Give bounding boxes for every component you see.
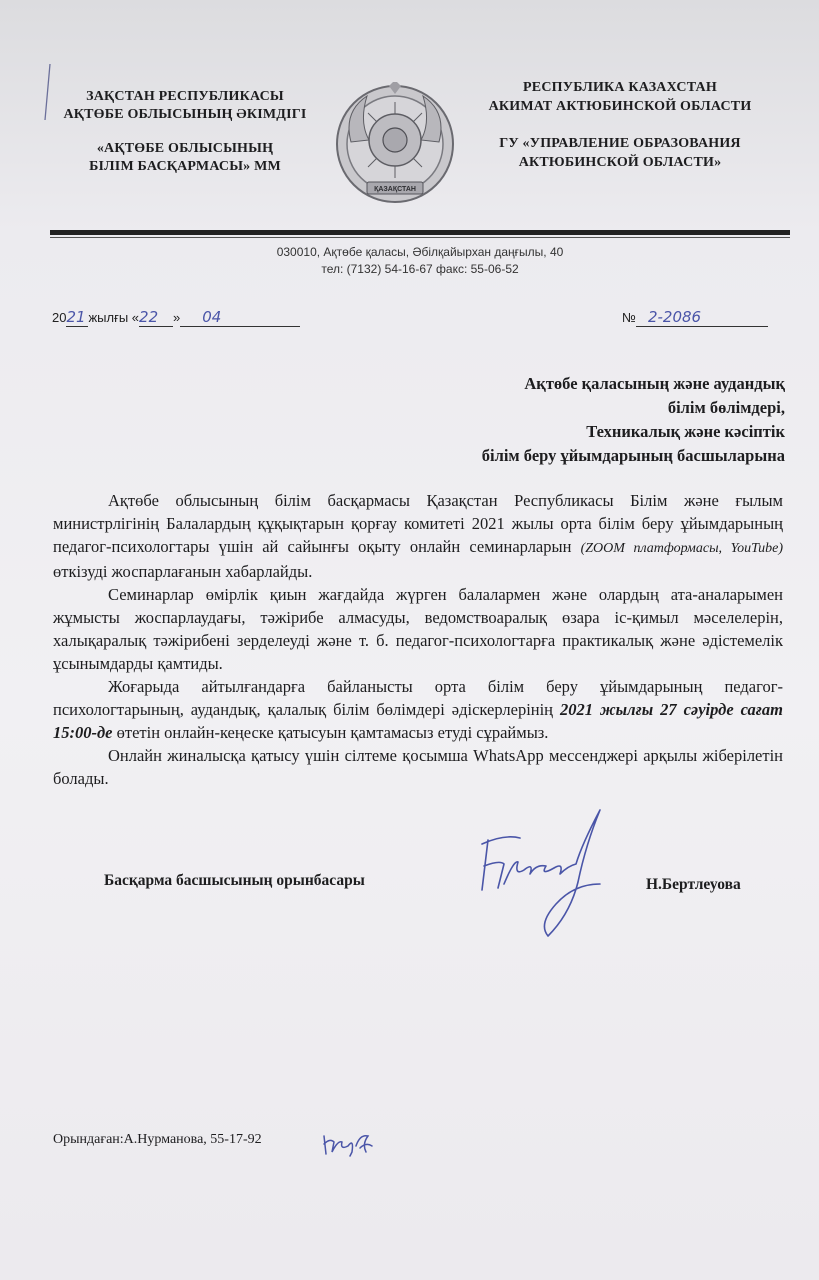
phone-line: тел: (7132) 54-16-67 факс: 55-06-52 <box>321 262 519 276</box>
month-handwritten: 04 <box>202 308 222 326</box>
addressee-line2: білім бөлімдері, <box>667 398 785 417</box>
initials-signature-icon <box>320 1126 376 1160</box>
paragraph-3: Жоғарыда айтылғандарға байланысты орта білім беру ұйымдарының педагог-психологтарының, аудандық, қалалық білім бөлімдері әдіскерлерінің 2021 жылғы 27 сәуірде сағат 15:00-де өтетін онлайн-кеңеске қатысуын қамтамасыз етуді сұраймыз. <box>53 677 783 742</box>
header-divider-thin <box>50 237 790 238</box>
paragraph-1: Ақтөбе облысының білім басқармасы Қазақстан Республикасы Білім және ғылым министрлігінің Балалардың құқықтарын қорғау комитеті 2021 жылы орта білім беру ұйымдарының педагог-психологтары үшін ай сайынғы оқыту онлайн семинарларын (ZOOM платформасы, YouTube) өткізуді жоспарлағанын хабарлайды. <box>53 491 783 581</box>
header-right-line3: ГУ «УПРАВЛЕНИЕ ОБРАЗОВАНИЯ <box>499 136 741 151</box>
year-prefix: 20 <box>52 310 67 325</box>
date-line <box>52 308 300 327</box>
letter-body <box>53 489 783 790</box>
header-left <box>40 88 330 176</box>
header-right-line2: АКИМАТ АКТЮБИНСКОЙ ОБЛАСТИ <box>488 99 752 114</box>
header-right-line4: АКТЮБИНСКОЙ ОБЛАСТИ» <box>518 155 722 170</box>
header-right <box>460 78 780 172</box>
state-emblem-icon <box>333 82 457 210</box>
number-handwritten: 2-2086 <box>647 308 702 326</box>
year-suffix: жылғы « <box>88 310 140 325</box>
day-handwritten: 22 <box>139 308 159 326</box>
handwritten-signature-icon <box>474 804 614 944</box>
executor-line: Орындаған:А.Нурманова, 55-17-92 <box>53 1132 262 1147</box>
number-line <box>622 308 768 327</box>
header-left-line4: БІЛІМ БАСҚАРМАСЫ» ММ <box>89 159 281 174</box>
header-left-line3: «АҚТӨБЕ ОБЛЫСЫНЫҢ <box>96 141 274 156</box>
day-close-quote: » <box>173 310 181 325</box>
emblem-text: ҚАЗАҚСТАН <box>374 186 416 193</box>
addressee-line3: Техникалық және кәсіптік <box>586 422 785 441</box>
addressee-line1: Ақтөбе қаласының және аудандық <box>524 374 785 393</box>
addressee-block <box>325 372 785 468</box>
header-left-line1: ЗАҚСТАН РЕСПУБЛИКАСЫ <box>86 89 284 104</box>
address-block <box>200 244 640 278</box>
header-divider-thick <box>50 230 790 235</box>
header-left-line2: АҚТӨБЕ ОБЛЫСЫНЫҢ ӘКІМДІГІ <box>63 107 307 122</box>
paragraph-4: Онлайн жиналысқа қатысу үшін сілтеме қосымша WhatsApp мессенджері арқылы жіберілетін болады. <box>53 746 783 788</box>
platform-note: (ZOOM платформасы, YouTube) <box>580 541 783 556</box>
paragraph-2: Семинарлар өмірлік қиын жағдайда жүрген балалармен және олардың ата-аналарымен жұмысты жоспарлаудағы, тәжірибе алмасуды, ведомствоаралық өзара іс-қимыл мәселелерін, халықаралық тәжірибені зерделеуді және т. б. педагог-психологтарға практикалық және әдістемелік ұсынымдарды қамтиды. <box>53 585 783 673</box>
signatory-title: Басқарма басшысының орынбасары <box>104 872 365 889</box>
address-line: 030010, Ақтөбе қаласы, Әбілқайырхан даңғылы, 40 <box>276 245 564 259</box>
meeting-datetime: 2021 жылғы 27 сәуірде сағат 15:00-де <box>53 700 783 742</box>
header-right-line1: РЕСПУБЛИКА КАЗАХСТАН <box>523 80 717 95</box>
number-label: № <box>622 310 636 325</box>
addressee-line4: білім беру ұйымдарының басшыларына <box>481 446 785 465</box>
signatory-name: Н.Бертлеуова <box>646 876 741 893</box>
year-handwritten: 21 <box>66 308 86 326</box>
